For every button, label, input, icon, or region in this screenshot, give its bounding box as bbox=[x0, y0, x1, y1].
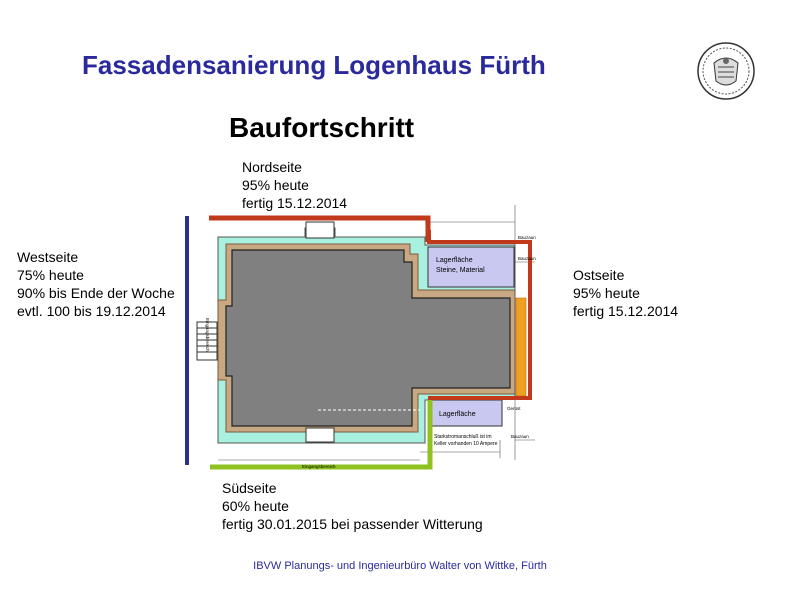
suedseite-finish: fertig 30.01.2015 bei passender Witterung bbox=[222, 516, 483, 532]
ostseite-progress: 95% heute bbox=[573, 285, 640, 301]
entrance-label-south: Eingangsbereich bbox=[302, 464, 336, 469]
page-title: Fassadensanierung Logenhaus Fürth bbox=[82, 50, 546, 80]
nordseite-finish: fertig 15.12.2014 bbox=[242, 195, 348, 211]
page-subtitle: Baufortschritt bbox=[229, 112, 415, 143]
entrance-label-west: Eingangsbereich bbox=[205, 318, 210, 352]
suedseite-progress: 60% heute bbox=[222, 498, 289, 514]
storage-label-north-2: Steine, Material bbox=[436, 267, 485, 274]
nordseite-progress: 95% heute bbox=[242, 177, 309, 193]
ostseite-name: Ostseite bbox=[573, 267, 625, 283]
westseite-progress: 75% heute bbox=[17, 267, 84, 283]
fence-label-2: Bauzaun bbox=[518, 256, 536, 261]
storage-label-south: Lagerfläche bbox=[439, 411, 476, 418]
westseite-week: 90% bis Ende der Woche bbox=[17, 285, 175, 301]
north-entrance bbox=[306, 222, 334, 238]
east-scaffold-strip bbox=[516, 298, 526, 396]
footer-credit: IBVW Planungs- und Ingenieurbüro Walter von Wittke, Fürth bbox=[253, 560, 547, 572]
fence-label-3: Bauzaun bbox=[511, 434, 529, 439]
fence-label-1: Bauzaun bbox=[518, 235, 536, 240]
south-entrance bbox=[306, 428, 334, 442]
ostseite-finish: fertig 15.12.2014 bbox=[573, 303, 679, 319]
power-note-1: Starkstromanschluß ist im bbox=[434, 434, 492, 440]
power-note-2: Keller vorhanden 10 Ampere bbox=[434, 441, 498, 447]
westseite-name: Westseite bbox=[17, 249, 79, 265]
storage-label-north-1: Lagerfläche bbox=[436, 257, 473, 264]
nordseite-name: Nordseite bbox=[242, 159, 302, 175]
scaffold-label: Gerüst bbox=[507, 406, 521, 411]
suedseite-name: Südseite bbox=[222, 480, 277, 496]
westseite-finish: evtl. 100 bis 19.12.2014 bbox=[17, 303, 166, 319]
